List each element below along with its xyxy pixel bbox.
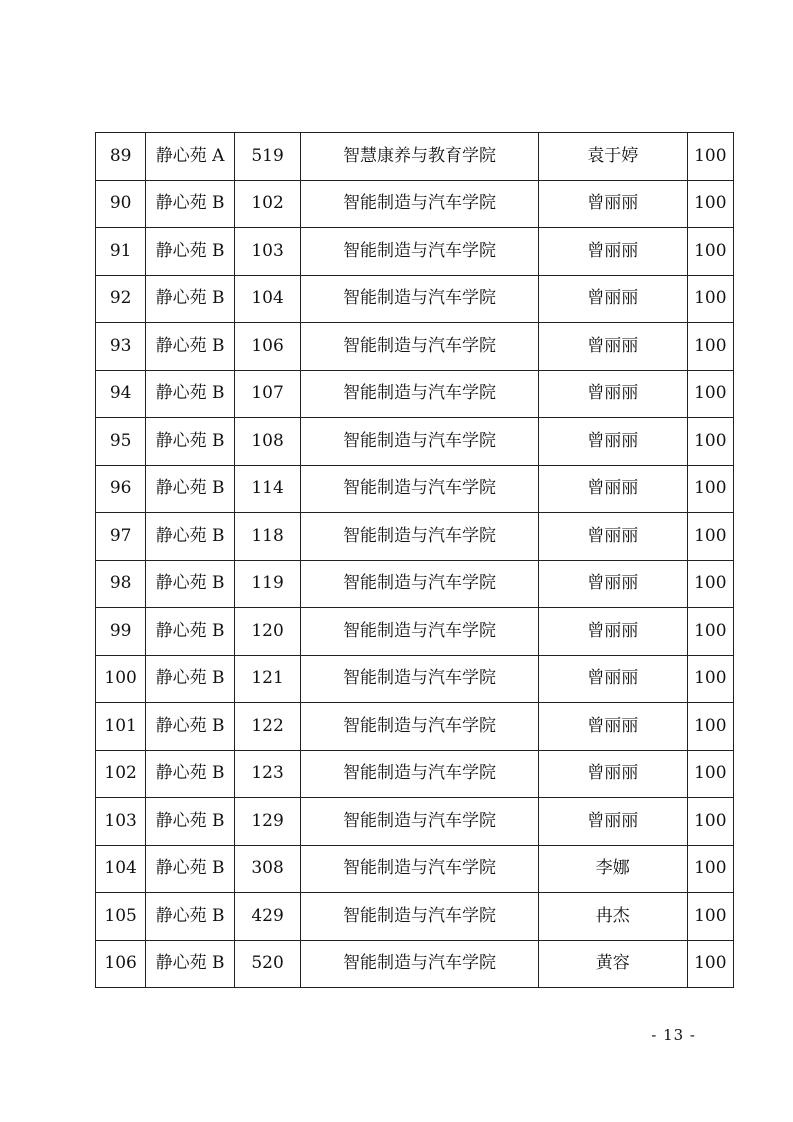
manager-name-cell: 曾丽丽 [538,513,687,561]
table-row [96,228,734,276]
page-number: - 13 - [651,1026,696,1044]
row-number-cell: 91 [96,228,146,276]
manager-name-cell: 曾丽丽 [538,655,687,703]
row-number-cell: 100 [96,655,146,703]
building-cell: 静心苑 B [146,560,235,608]
college-cell: 智慧康养与教育学院 [301,133,538,181]
building-cell: 静心苑 B [146,940,235,988]
college-cell: 智能制造与汽车学院 [301,845,538,893]
college-cell: 智能制造与汽车学院 [301,418,538,466]
table-row [96,275,734,323]
building-cell: 静心苑 B [146,275,235,323]
building-cell: 静心苑 B [146,798,235,846]
score-cell: 100 [687,940,733,988]
room-number-cell: 519 [234,133,300,181]
manager-name-cell: 黄容 [538,940,687,988]
dormitory-score-table [95,132,734,988]
building-cell: 静心苑 B [146,608,235,656]
row-number-cell: 89 [96,133,146,181]
row-number-cell: 106 [96,940,146,988]
table-row [96,370,734,418]
room-number-cell: 122 [234,703,300,751]
table-row [96,940,734,988]
score-cell: 100 [687,560,733,608]
row-number-cell: 103 [96,798,146,846]
building-cell: 静心苑 B [146,845,235,893]
row-number-cell: 95 [96,418,146,466]
table-row [96,513,734,561]
room-number-cell: 308 [234,845,300,893]
score-cell: 100 [687,370,733,418]
room-number-cell: 121 [234,655,300,703]
row-number-cell: 98 [96,560,146,608]
table-row [96,750,734,798]
manager-name-cell: 冉杰 [538,893,687,941]
manager-name-cell: 曾丽丽 [538,370,687,418]
score-cell: 100 [687,513,733,561]
score-cell: 100 [687,418,733,466]
building-cell: 静心苑 B [146,750,235,798]
building-cell: 静心苑 A [146,133,235,181]
manager-name-cell: 曾丽丽 [538,560,687,608]
college-cell: 智能制造与汽车学院 [301,798,538,846]
score-cell: 100 [687,275,733,323]
score-cell: 100 [687,323,733,371]
college-cell: 智能制造与汽车学院 [301,655,538,703]
row-number-cell: 92 [96,275,146,323]
room-number-cell: 102 [234,180,300,228]
room-number-cell: 104 [234,275,300,323]
building-cell: 静心苑 B [146,465,235,513]
row-number-cell: 97 [96,513,146,561]
college-cell: 智能制造与汽车学院 [301,180,538,228]
manager-name-cell: 曾丽丽 [538,465,687,513]
table-row [96,845,734,893]
score-cell: 100 [687,465,733,513]
college-cell: 智能制造与汽车学院 [301,750,538,798]
room-number-cell: 108 [234,418,300,466]
table-row [96,608,734,656]
row-number-cell: 96 [96,465,146,513]
college-cell: 智能制造与汽车学院 [301,465,538,513]
room-number-cell: 129 [234,798,300,846]
score-cell: 100 [687,893,733,941]
table-row [96,133,734,181]
row-number-cell: 105 [96,893,146,941]
table-row [96,180,734,228]
building-cell: 静心苑 B [146,655,235,703]
score-cell: 100 [687,703,733,751]
room-number-cell: 120 [234,608,300,656]
manager-name-cell: 曾丽丽 [538,798,687,846]
row-number-cell: 104 [96,845,146,893]
building-cell: 静心苑 B [146,370,235,418]
room-number-cell: 107 [234,370,300,418]
row-number-cell: 99 [96,608,146,656]
room-number-cell: 103 [234,228,300,276]
building-cell: 静心苑 B [146,323,235,371]
row-number-cell: 102 [96,750,146,798]
manager-name-cell: 曾丽丽 [538,608,687,656]
score-cell: 100 [687,750,733,798]
building-cell: 静心苑 B [146,513,235,561]
score-cell: 100 [687,133,733,181]
building-cell: 静心苑 B [146,703,235,751]
score-cell: 100 [687,845,733,893]
manager-name-cell: 曾丽丽 [538,703,687,751]
score-cell: 100 [687,228,733,276]
college-cell: 智能制造与汽车学院 [301,560,538,608]
table-row [96,323,734,371]
manager-name-cell: 曾丽丽 [538,180,687,228]
college-cell: 智能制造与汽车学院 [301,513,538,561]
score-cell: 100 [687,655,733,703]
table-row [96,560,734,608]
room-number-cell: 429 [234,893,300,941]
college-cell: 智能制造与汽车学院 [301,228,538,276]
table-body [96,133,734,988]
manager-name-cell: 曾丽丽 [538,323,687,371]
room-number-cell: 106 [234,323,300,371]
room-number-cell: 114 [234,465,300,513]
manager-name-cell: 曾丽丽 [538,750,687,798]
college-cell: 智能制造与汽车学院 [301,370,538,418]
college-cell: 智能制造与汽车学院 [301,893,538,941]
row-number-cell: 90 [96,180,146,228]
college-cell: 智能制造与汽车学院 [301,323,538,371]
room-number-cell: 123 [234,750,300,798]
building-cell: 静心苑 B [146,893,235,941]
row-number-cell: 93 [96,323,146,371]
manager-name-cell: 李娜 [538,845,687,893]
manager-name-cell: 袁于婷 [538,133,687,181]
table-row [96,893,734,941]
score-cell: 100 [687,608,733,656]
college-cell: 智能制造与汽车学院 [301,608,538,656]
room-number-cell: 118 [234,513,300,561]
building-cell: 静心苑 B [146,418,235,466]
table-row [96,418,734,466]
room-number-cell: 119 [234,560,300,608]
manager-name-cell: 曾丽丽 [538,275,687,323]
college-cell: 智能制造与汽车学院 [301,275,538,323]
college-cell: 智能制造与汽车学院 [301,940,538,988]
row-number-cell: 101 [96,703,146,751]
table-row [96,703,734,751]
building-cell: 静心苑 B [146,228,235,276]
table-row [96,798,734,846]
manager-name-cell: 曾丽丽 [538,418,687,466]
room-number-cell: 520 [234,940,300,988]
row-number-cell: 94 [96,370,146,418]
score-cell: 100 [687,798,733,846]
building-cell: 静心苑 B [146,180,235,228]
manager-name-cell: 曾丽丽 [538,228,687,276]
college-cell: 智能制造与汽车学院 [301,703,538,751]
table-row [96,655,734,703]
table-row [96,465,734,513]
score-cell: 100 [687,180,733,228]
